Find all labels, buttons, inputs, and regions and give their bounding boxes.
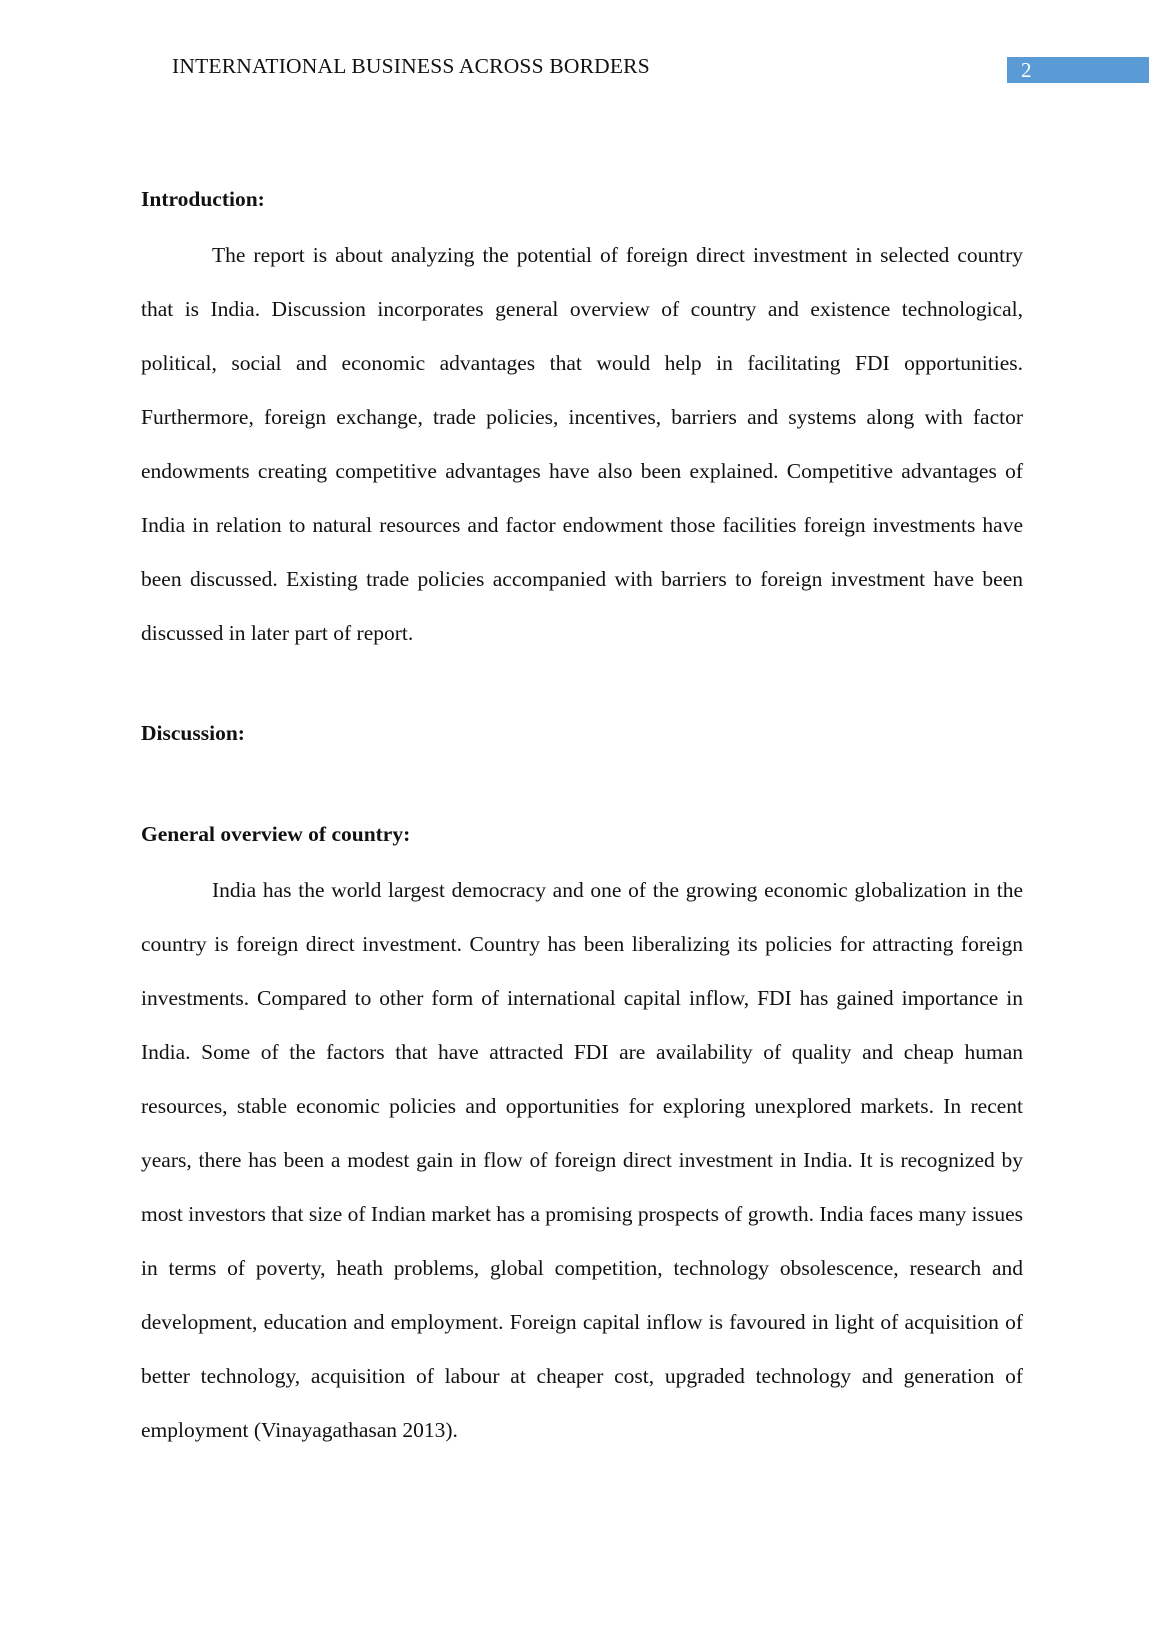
page-number: 2 — [1021, 58, 1032, 82]
discussion-heading: Discussion: — [141, 721, 245, 745]
introduction-paragraph: The report is about analyzing the potential of foreign direct investment in selected country that is India. Discussion incorporates general overview of country and existence technological, political, social and economic advantages that would help in facilitating FDI opportunities. Furthermore, foreign exchange, trade policies, incentives, barriers and systems along with factor endowments creating competitive advantages have also been explained. Competitive advantages of India in relation to natural resources and factor endowment those facilities foreign investments have been discussed. Existing trade policies accompanied with barriers to foreign investment have been discussed in later part of report. — [141, 243, 1023, 645]
introduction-heading: Introduction: — [141, 187, 265, 211]
general-overview-heading: General overview of country: — [141, 822, 411, 846]
running-header-title: INTERNATIONAL BUSINESS ACROSS BORDERS — [172, 54, 650, 78]
page-number-badge — [1007, 57, 1149, 83]
general-overview-paragraph: India has the world largest democracy and one of the growing economic globalization in the country is foreign direct investment. Country has been liberalizing its policies for attracting foreign investments. Compared to other form of international capital inflow, FDI has gained importance in India. Some of the factors that have attracted FDI are availability of quality and cheap human resources, stable economic policies and opportunities for exploring unexplored markets. In recent years, there has been a modest gain in flow of foreign direct investment in India. It is recognized by most investors that size of Indian market has a promising prospects of growth. India faces many issues in terms of poverty, heath problems, global competition, technology obsolescence, research and development, education and employment. Foreign capital inflow is favoured in light of acquisition of better technology, acquisition of labour at cheaper cost, upgraded technology and generation of employment (Vinayagathasan 2013). — [141, 878, 1023, 1442]
